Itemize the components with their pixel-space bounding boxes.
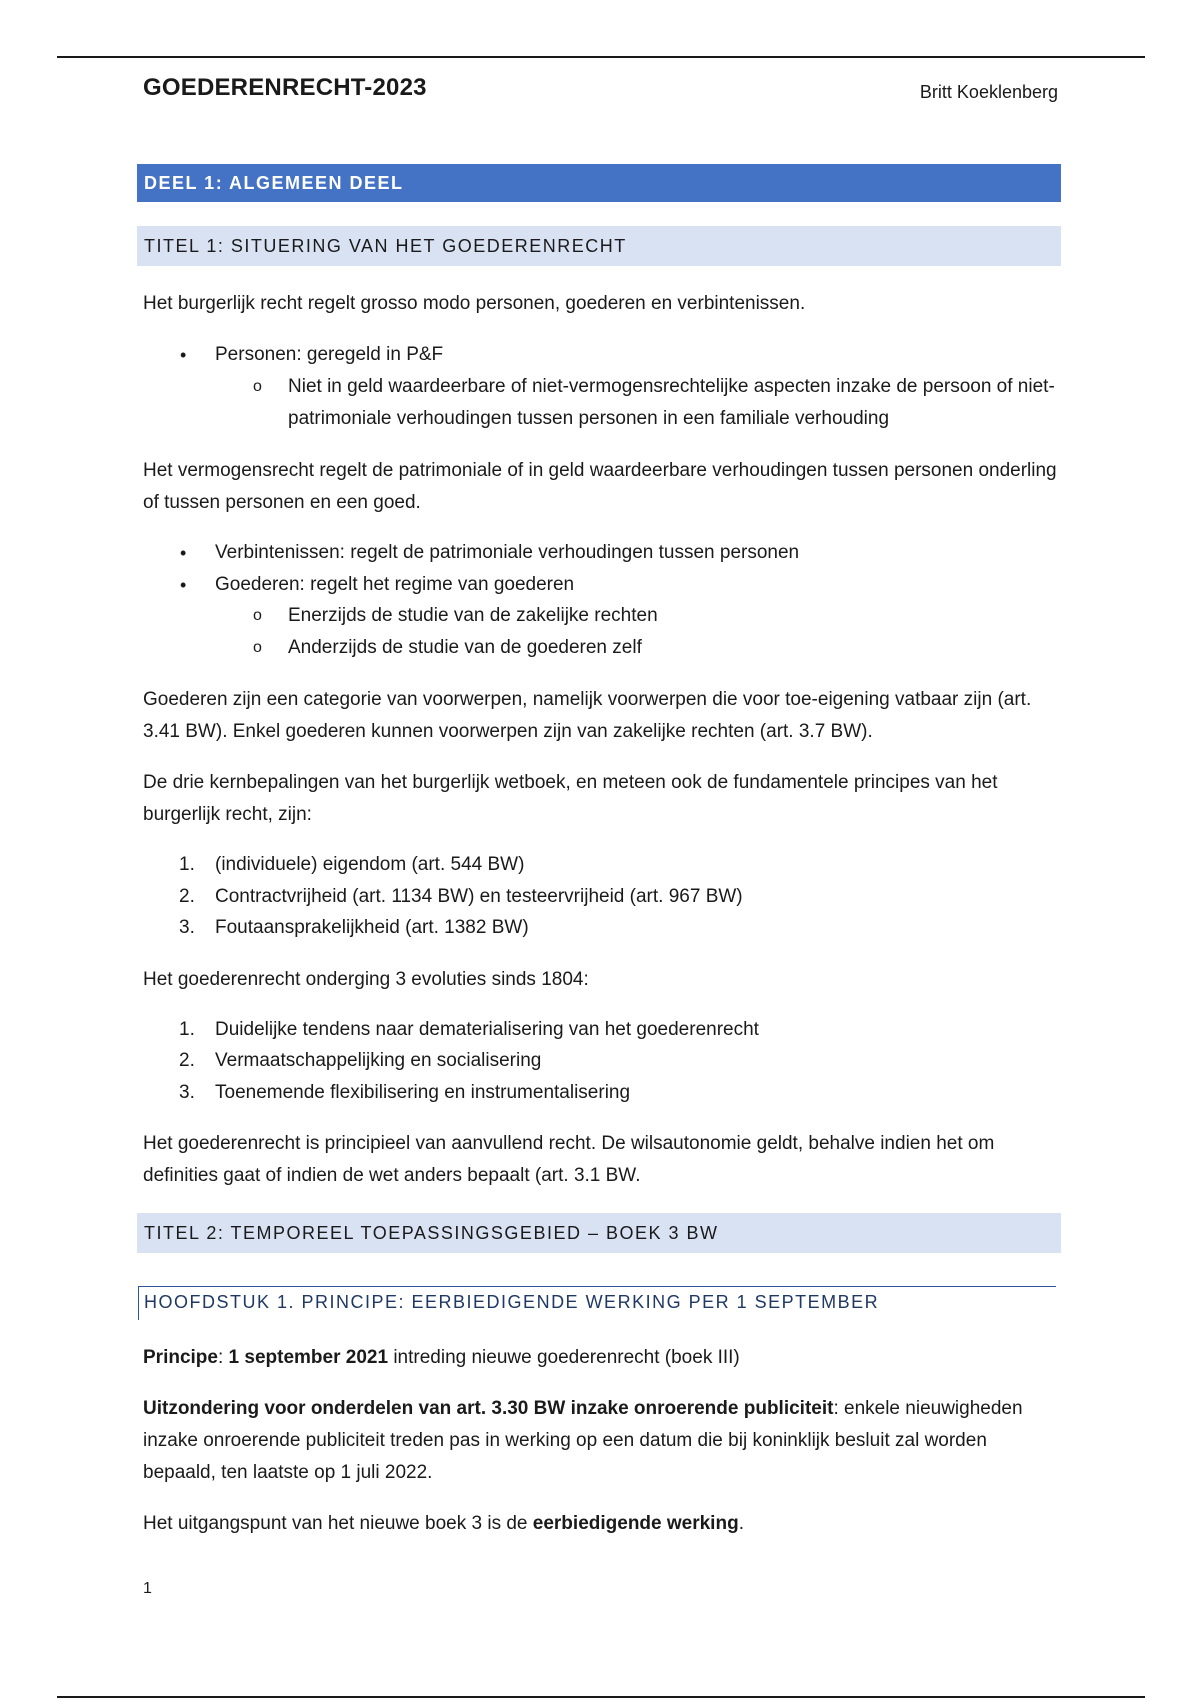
- list-item: [180, 537, 1055, 569]
- uitgangspunt-bold: eerbiedigende werking: [532, 1513, 739, 1534]
- sub-bullet-marker: o: [253, 639, 262, 656]
- list-subitem: [253, 600, 1063, 632]
- numbered-item: [179, 1014, 1055, 1046]
- paragraph: Het burgerlijk recht regelt grosso modo personen, goederen en verbintenissen.: [143, 293, 806, 314]
- header-rule: [57, 56, 1145, 58]
- paragraph: Het goederenrecht is principieel van aanvullend recht. De wilsautonomie geldt, behalve indien het om definities gaat of indien de wet anders bepaalt (art. 3.1 BW.: [143, 1133, 995, 1186]
- bullet-marker: •: [180, 345, 187, 365]
- bullet-marker: •: [180, 575, 187, 595]
- item-number: 1.: [179, 1019, 195, 1040]
- numbered-item-text: Duidelijke tendens naar dematerialisering van het goederenrecht: [215, 1019, 759, 1040]
- page-number: 1: [143, 1580, 152, 1597]
- paragraph-uitzondering: [143, 1393, 1063, 1489]
- numbered-item-text: Contractvrijheid (art. 1134 BW) en testeervrijheid (art. 967 BW): [215, 886, 743, 907]
- item-number: 3.: [179, 1082, 195, 1103]
- principe-date: 1 september 2021: [228, 1347, 389, 1368]
- item-number: 1.: [179, 854, 195, 875]
- document-title: GOEDERENRECHT-2023: [143, 74, 427, 101]
- numbered-item-text: Vermaatschappelijking en socialisering: [215, 1050, 542, 1071]
- paragraph: De drie kernbepalingen van het burgerlijk wetboek, en meteen ook de fundamentele principes van het burgerlijk recht, zijn:: [143, 772, 998, 825]
- numbered-item: [179, 1077, 1055, 1109]
- item-number: 2.: [179, 1050, 195, 1071]
- heading-hoofdstuk-1: HOOFDSTUK 1. PRINCIPE: EERBIEDIGENDE WERKING PER 1 SEPTEMBER: [138, 1286, 1056, 1320]
- principe-colon: :: [217, 1347, 229, 1368]
- author-name: Britt Koeklenberg: [919, 82, 1058, 102]
- heading-titel-1: TITEL 1: SITUERING VAN HET GOEDERENRECHT: [137, 226, 1061, 266]
- paragraph: Goederen zijn een categorie van voorwerpen, namelijk voorwerpen die voor toe-eigening vatbaar zijn (art. 3.41 BW). Enkel goederen kunnen voorwerpen zijn van zakelijke rechten (art. 3.7 BW).: [143, 689, 1032, 742]
- principe-rest: intreding nieuwe goederenrecht (boek III): [388, 1347, 740, 1368]
- heading-titel-2: TITEL 2: TEMPOREEL TOEPASSINGSGEBIED – BOEK 3 BW: [137, 1213, 1061, 1253]
- numbered-item-text: Foutaansprakelijkheid (art. 1382 BW): [215, 917, 529, 938]
- sub-bullet-marker: o: [253, 378, 262, 395]
- list-item: [180, 569, 1055, 601]
- list-item-text: Goederen: regelt het regime van goederen: [215, 574, 575, 595]
- item-number: 2.: [179, 886, 195, 907]
- heading-deel-1: DEEL 1: ALGEMEEN DEEL: [137, 164, 1061, 202]
- uitgangspunt-end: .: [738, 1513, 744, 1534]
- paragraph: Het goederenrecht onderging 3 evoluties sinds 1804:: [143, 969, 589, 990]
- bullet-marker: •: [180, 543, 187, 563]
- list-item-text: Personen: geregeld in P&F: [215, 344, 444, 365]
- list-subitem-text: Niet in geld waardeerbare of niet-vermogensrechtelijke aspecten inzake de persoon of niet-patrimoniale verhoudingen tussen personen in een familiale verhouding: [288, 376, 1055, 429]
- numbered-item-text: Toenemende flexibilisering en instrumentalisering: [215, 1082, 631, 1103]
- paragraph-uitgangspunt: [143, 1508, 1063, 1540]
- sub-bullet-marker: o: [253, 607, 262, 624]
- uitzondering-bold: Uitzondering voor onderdelen van art. 3.30 BW inzake onroerende publiciteit: [143, 1398, 834, 1419]
- uitgangspunt-text: Het uitgangspunt van het nieuwe boek 3 is de: [143, 1513, 533, 1534]
- principe-label: Principe: [143, 1347, 218, 1368]
- list-subitem-text: Enerzijds de studie van de zakelijke rechten: [288, 605, 658, 626]
- numbered-item: [179, 849, 1055, 881]
- paragraph-principe: [143, 1342, 1063, 1374]
- list-item-text: Verbintenissen: regelt de patrimoniale verhoudingen tussen personen: [215, 542, 800, 563]
- item-number: 3.: [179, 917, 195, 938]
- numbered-item: [179, 912, 1055, 944]
- list-subitem: [253, 632, 1063, 664]
- uitzondering-rest: : enkele nieuwigheden inzake onroerende publiciteit treden pas in werking op een datum die bij koninklijk besluit zal worden bepaald, ten laatste op 1 juli 2022.: [143, 1398, 1023, 1483]
- list-subitem-text: Anderzijds de studie van de goederen zelf: [288, 637, 642, 658]
- numbered-item: [179, 881, 1055, 913]
- footer-rule: [57, 1696, 1145, 1698]
- numbered-item: [179, 1045, 1055, 1077]
- list-item: [180, 339, 1055, 371]
- paragraph: Het vermogensrecht regelt de patrimoniale of in geld waardeerbare verhoudingen tussen personen onderling of tussen personen en een goed.: [143, 460, 1057, 513]
- numbered-item-text: (individuele) eigendom (art. 544 BW): [215, 854, 525, 875]
- list-subitem: [253, 371, 1063, 435]
